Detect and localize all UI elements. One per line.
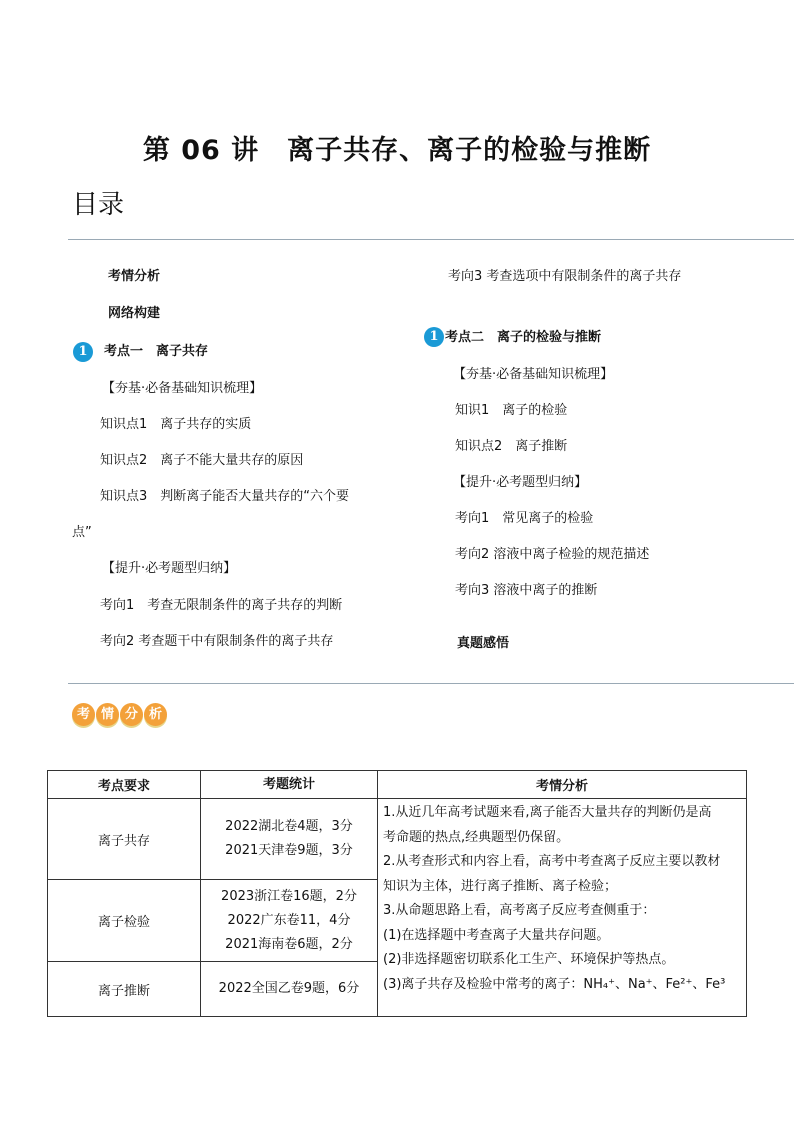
toc-ion-test[interactable]: 知识1 离子的检验 <box>455 403 568 418</box>
toc-zhenti[interactable]: 真题感悟 <box>457 636 510 651</box>
toc-y3[interactable]: 考向3 溶液中离子的推断 <box>455 583 598 598</box>
table-header-row <box>48 771 747 799</box>
stats-cell <box>201 880 378 962</box>
stats-line: 2021海南卷6题，2分 <box>225 936 353 952</box>
analysis-line: 1.从近几年高考试题来看,离子能否大量共存的判断仍是高 <box>383 805 712 820</box>
requirement-cell: 离子推断 <box>48 962 201 1017</box>
analysis-line: 知识为主体，进行离子推断、离子检验； <box>383 878 618 894</box>
table-header: 考情分析 <box>378 771 747 799</box>
stats-line: 2022湖北卷4题，3分 <box>225 819 353 834</box>
stats-line: 2021天津卷9题，3分 <box>225 843 353 858</box>
toc-k1[interactable]: 知识点1 离子共存的实质 <box>100 417 252 432</box>
requirement-cell: 离子检验 <box>48 880 201 962</box>
analysis-line: 2.从考查形式和内容上看，高考中考查离子反应主要以教材 <box>383 854 721 869</box>
stats-line: 2022全国乙卷9题，6分 <box>218 981 360 996</box>
table-row <box>48 799 747 880</box>
exam-analysis-table <box>47 770 747 1017</box>
toc-y2[interactable]: 考向2 溶液中离子检验的规范描述 <box>455 547 650 562</box>
toc-k3-continued[interactable]: 点” <box>72 525 92 540</box>
table-header: 考题统计 <box>201 771 378 799</box>
analysis-line: (2)非选择题密切联系化工生产、环境保护等热点。 <box>383 952 675 967</box>
section-tag-char: 考 <box>72 703 95 726</box>
analysis-line: 3.从命题思路上看，高考离子反应考查侧重于： <box>383 903 656 918</box>
toc-top-divider <box>68 239 794 240</box>
toc-heading: 目录 <box>72 190 125 220</box>
toc-point-1[interactable]: 考点一 离子共存 <box>104 344 209 359</box>
table-header: 考点要求 <box>48 771 201 799</box>
stats-line: 2022广东卷11，4分 <box>227 912 351 928</box>
toc-wangluo[interactable]: 网络构建 <box>108 306 161 321</box>
requirement-cell: 离子共存 <box>48 799 201 880</box>
analysis-line: (1)在选择题中考查离子大量共存问题。 <box>383 927 610 943</box>
number-badge-icon: 1 <box>73 342 93 362</box>
section-tag-char: 析 <box>144 703 167 726</box>
section-tag-char: 情 <box>96 703 119 726</box>
toc-x1[interactable]: 考向1 考查无限制条件的离子共存的判断 <box>100 598 343 613</box>
section-tag-char: 分 <box>120 703 143 726</box>
toc-tisheng-1[interactable]: 【提升·必考题型归纳】 <box>102 561 237 576</box>
toc-kaoqing[interactable]: 考情分析 <box>108 269 161 284</box>
page-title: 第 06 讲 离子共存、离子的检验与推断 <box>142 135 652 166</box>
toc-point-2[interactable]: 考点二 离子的检验与推断 <box>445 330 602 345</box>
toc-x3[interactable]: 考向3 考查选项中有限制条件的离子共存 <box>448 269 682 284</box>
number-badge-icon: 1 <box>424 327 444 347</box>
toc-ion-inference[interactable]: 知识点2 离子推断 <box>455 439 568 454</box>
toc-jichu-1[interactable]: 【夯基·必备基础知识梳理】 <box>102 381 263 396</box>
stats-cell <box>201 799 378 880</box>
analysis-line: (3)离子共存及检验中常考的离子：NH₄⁺、Na⁺、Fe²⁺、Fe³ <box>383 976 726 992</box>
toc-k3[interactable]: 知识点3 判断离子能否大量共存的“六个要 <box>100 489 350 504</box>
stats-line: 2023浙江卷16题，2分 <box>221 888 357 904</box>
toc-x2[interactable]: 考向2 考查题干中有限制条件的离子共存 <box>100 634 334 649</box>
toc-k2[interactable]: 知识点2 离子不能大量共存的原因 <box>100 453 304 468</box>
toc-bottom-divider <box>68 683 794 684</box>
stats-cell <box>201 962 378 1017</box>
analysis-line: 考命题的热点,经典题型仍保留。 <box>383 829 570 845</box>
toc-tisheng-2[interactable]: 【提升·必考题型归纳】 <box>453 475 588 490</box>
analysis-cell <box>378 799 747 1017</box>
toc-jichu-2[interactable]: 【夯基·必备基础知识梳理】 <box>453 367 614 382</box>
section-tag-kaoqing <box>72 703 167 731</box>
toc-y1[interactable]: 考向1 常见离子的检验 <box>455 511 594 526</box>
